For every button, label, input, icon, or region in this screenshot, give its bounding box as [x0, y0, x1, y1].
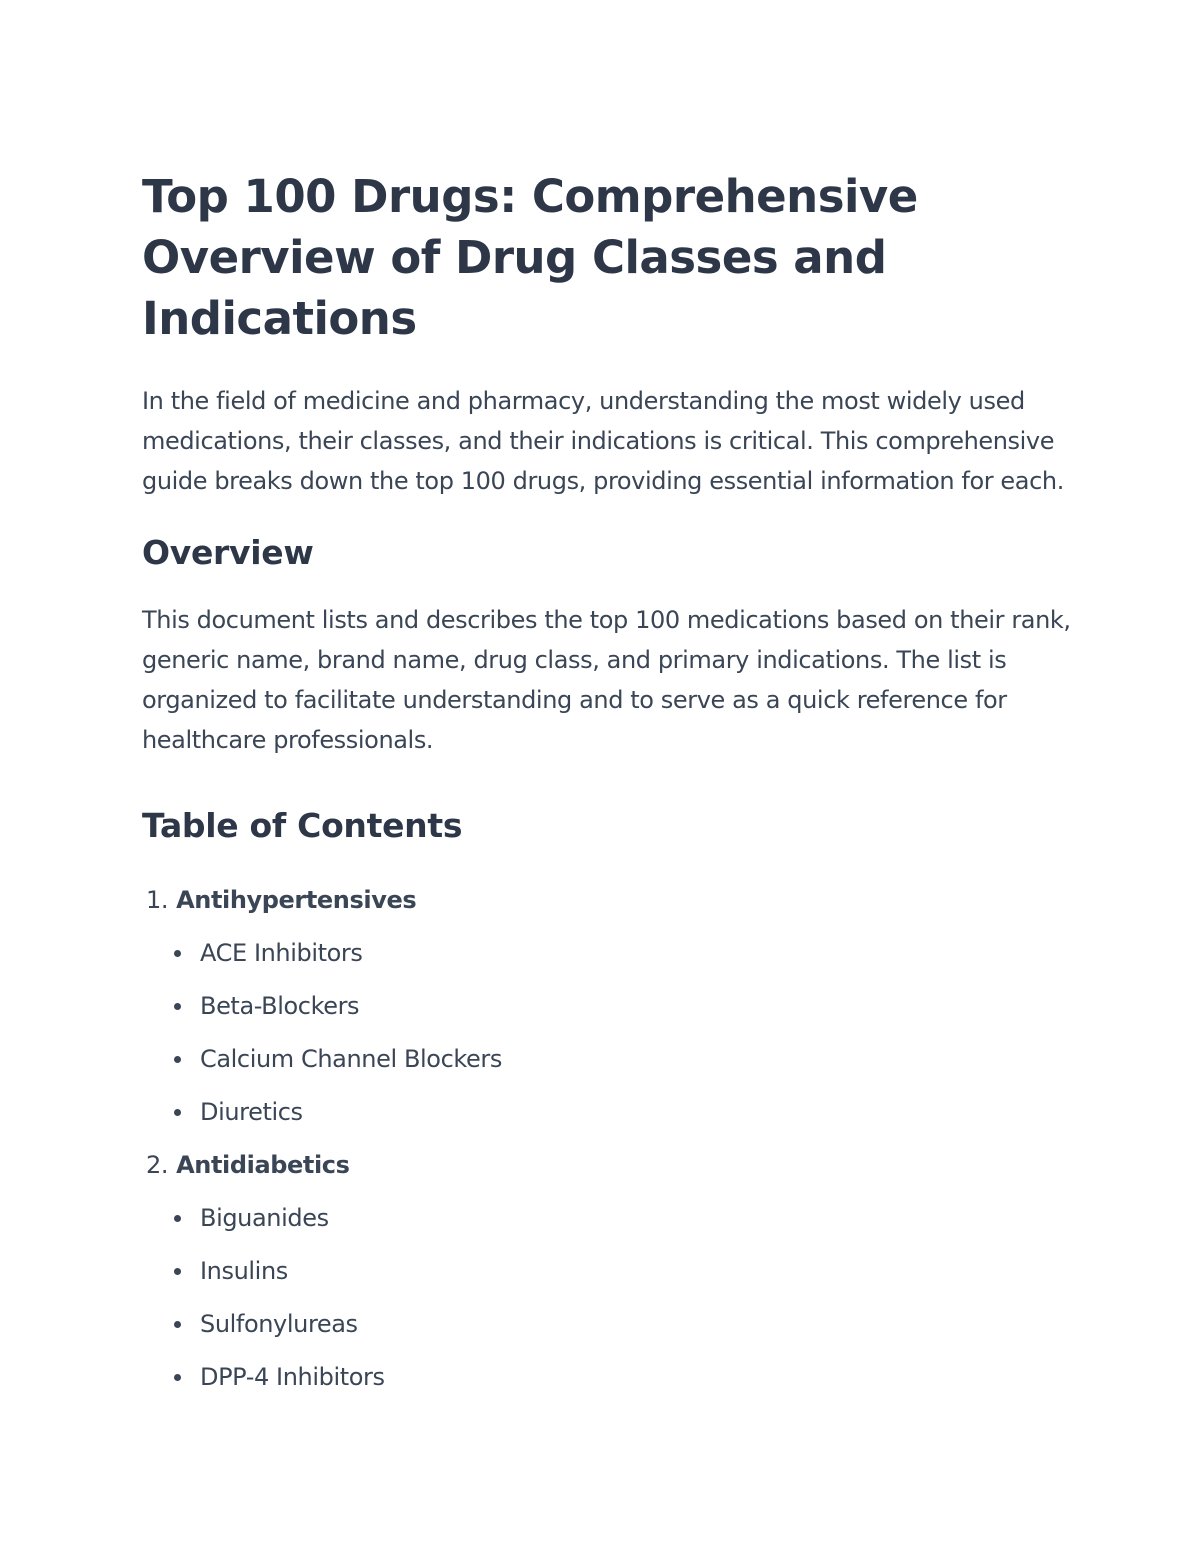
bullet-icon	[174, 1003, 181, 1010]
document-page	[142, 166, 1072, 1404]
toc-item	[142, 980, 1072, 1033]
toc-section-antihypertensives	[142, 874, 1072, 1139]
bullet-icon	[174, 1374, 181, 1381]
toc-item-label: ACE Inhibitors	[200, 939, 363, 967]
toc-item-label: Calcium Channel Blockers	[200, 1045, 502, 1073]
overview-paragraph: This document lists and describes the top 100 medications based on their rank, generic name, brand name, drug class, and primary indications. The list is organized to facilitate understanding and to serve as a quick reference for healthcare professionals.	[142, 606, 1071, 754]
bullet-icon	[174, 1321, 181, 1328]
toc-section-number: 1.	[146, 886, 169, 914]
toc-item-label: Beta-Blockers	[200, 992, 360, 1020]
toc-section-number: 2.	[146, 1151, 169, 1179]
toc-item-label: Diuretics	[200, 1098, 303, 1126]
toc-section-label: Antihypertensives	[176, 886, 417, 914]
overview-heading: Overview	[142, 533, 314, 572]
intro-paragraph: In the field of medicine and pharmacy, understanding the most widely used medications, their classes, and their indications is critical. This comprehensive guide breaks down the top 100 drugs, providing essential information for each.	[142, 387, 1064, 495]
bullet-icon	[174, 1109, 181, 1116]
bullet-icon	[174, 1215, 181, 1222]
toc-item-label: Biguanides	[200, 1204, 329, 1232]
toc-item	[142, 1351, 1072, 1404]
bullet-icon	[174, 1056, 181, 1063]
bullet-icon	[174, 1268, 181, 1275]
document-title: Top 100 Drugs: Comprehensive Overview of Drug Classes and Indications	[142, 170, 918, 345]
bullet-icon	[174, 950, 181, 957]
toc-item	[142, 1033, 1072, 1086]
toc-item	[142, 927, 1072, 980]
toc-section-label: Antidiabetics	[176, 1151, 350, 1179]
toc-item	[142, 1192, 1072, 1245]
toc-item	[142, 1245, 1072, 1298]
toc-item-label: DPP-4 Inhibitors	[200, 1363, 385, 1391]
toc-sublist	[142, 927, 1072, 1139]
toc-item	[142, 1298, 1072, 1351]
toc-section-heading	[142, 874, 1072, 927]
table-of-contents	[142, 874, 1072, 1404]
toc-item-label: Sulfonylureas	[200, 1310, 358, 1338]
toc-sublist	[142, 1192, 1072, 1404]
toc-section-heading	[142, 1139, 1072, 1192]
toc-item	[142, 1086, 1072, 1139]
toc-heading: Table of Contents	[142, 806, 463, 845]
toc-section-antidiabetics	[142, 1139, 1072, 1404]
toc-item-label: Insulins	[200, 1257, 288, 1285]
